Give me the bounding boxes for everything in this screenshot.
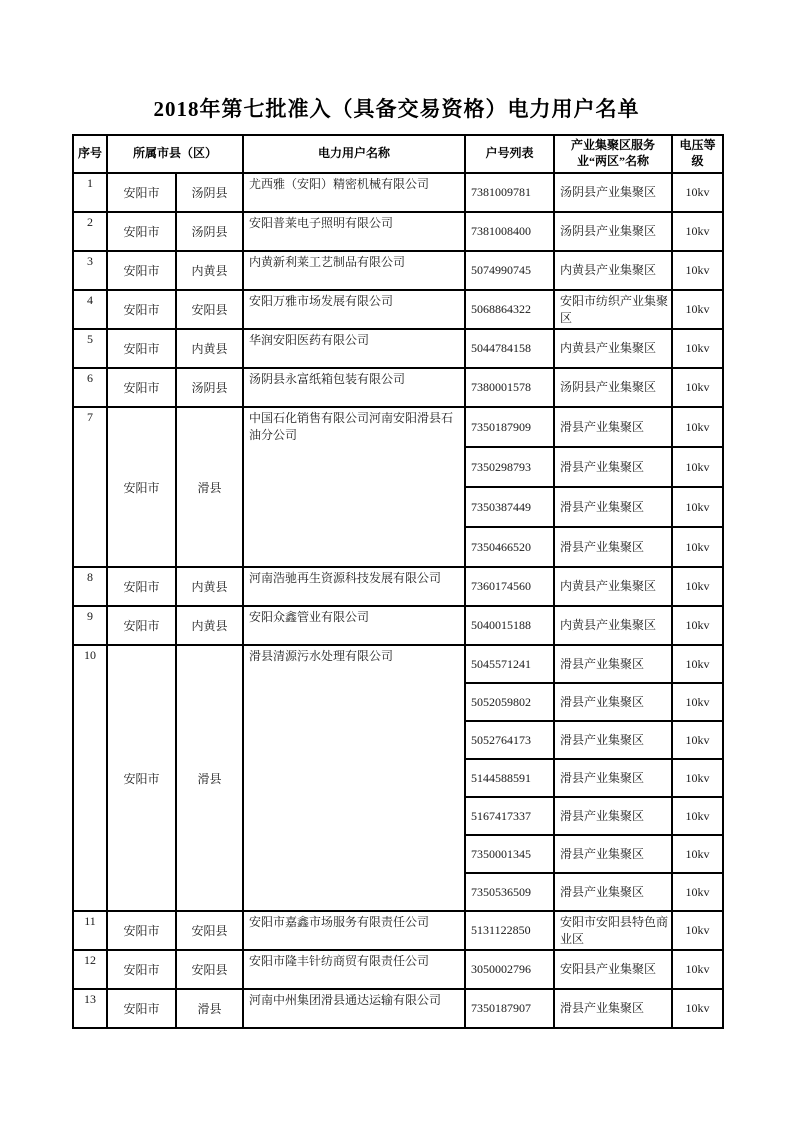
city-cell: 安阳市 bbox=[107, 251, 176, 290]
row-index-cell: 12 bbox=[73, 950, 107, 989]
county-cell: 汤阴县 bbox=[176, 173, 243, 212]
header-company: 电力用户名称 bbox=[243, 135, 465, 173]
zone-name-cell: 滑县产业集聚区 bbox=[554, 683, 672, 721]
company-name-cell: 河南中州集团滑县通达运输有限公司 bbox=[243, 989, 465, 1028]
county-cell: 内黄县 bbox=[176, 329, 243, 368]
city-cell: 安阳市 bbox=[107, 567, 176, 606]
table-row bbox=[73, 251, 723, 290]
account-number-cell: 5167417337 bbox=[465, 797, 554, 835]
city-cell: 安阳市 bbox=[107, 950, 176, 989]
zone-name-cell: 滑县产业集聚区 bbox=[554, 447, 672, 487]
zone-name-cell: 滑县产业集聚区 bbox=[554, 407, 672, 447]
voltage-cell: 10kv bbox=[672, 606, 723, 645]
county-cell: 安阳县 bbox=[176, 911, 243, 950]
zone-name-cell: 汤阴县产业集聚区 bbox=[554, 212, 672, 251]
table-row bbox=[73, 950, 723, 989]
table-row bbox=[73, 407, 723, 447]
voltage-cell: 10kv bbox=[672, 407, 723, 447]
voltage-cell: 10kv bbox=[672, 835, 723, 873]
row-index-cell: 10 bbox=[73, 645, 107, 911]
table-row bbox=[73, 290, 723, 329]
zone-name-cell: 滑县产业集聚区 bbox=[554, 721, 672, 759]
account-number-cell: 5131122850 bbox=[465, 911, 554, 950]
account-number-cell: 7350466520 bbox=[465, 527, 554, 567]
table-row bbox=[73, 329, 723, 368]
company-name-cell: 华润安阳医药有限公司 bbox=[243, 329, 465, 368]
city-cell: 安阳市 bbox=[107, 329, 176, 368]
county-cell: 滑县 bbox=[176, 407, 243, 567]
account-number-cell: 5144588591 bbox=[465, 759, 554, 797]
company-name-cell: 汤阴县永富纸箱包装有限公司 bbox=[243, 368, 465, 407]
company-name-cell: 滑县清源污水处理有限公司 bbox=[243, 645, 465, 911]
account-number-cell: 5052764173 bbox=[465, 721, 554, 759]
voltage-cell: 10kv bbox=[672, 527, 723, 567]
voltage-cell: 10kv bbox=[672, 567, 723, 606]
city-cell: 安阳市 bbox=[107, 368, 176, 407]
company-name-cell: 中国石化销售有限公司河南安阳滑县石油分公司 bbox=[243, 407, 465, 567]
city-cell: 安阳市 bbox=[107, 989, 176, 1028]
account-number-cell: 7350536509 bbox=[465, 873, 554, 911]
zone-name-cell: 内黄县产业集聚区 bbox=[554, 251, 672, 290]
county-cell: 内黄县 bbox=[176, 606, 243, 645]
voltage-cell: 10kv bbox=[672, 989, 723, 1028]
zone-name-cell: 内黄县产业集聚区 bbox=[554, 329, 672, 368]
voltage-cell: 10kv bbox=[672, 950, 723, 989]
voltage-cell: 10kv bbox=[672, 721, 723, 759]
zone-name-cell: 内黄县产业集聚区 bbox=[554, 567, 672, 606]
city-cell: 安阳市 bbox=[107, 290, 176, 329]
county-cell: 滑县 bbox=[176, 645, 243, 911]
city-cell: 安阳市 bbox=[107, 606, 176, 645]
county-cell: 内黄县 bbox=[176, 567, 243, 606]
voltage-cell: 10kv bbox=[672, 873, 723, 911]
voltage-cell: 10kv bbox=[672, 797, 723, 835]
zone-name-cell: 安阳县产业集聚区 bbox=[554, 950, 672, 989]
account-number-cell: 5040015188 bbox=[465, 606, 554, 645]
county-cell: 滑县 bbox=[176, 989, 243, 1028]
account-number-cell: 7381009781 bbox=[465, 173, 554, 212]
zone-name-cell: 汤阴县产业集聚区 bbox=[554, 368, 672, 407]
row-index-cell: 4 bbox=[73, 290, 107, 329]
voltage-cell: 10kv bbox=[672, 251, 723, 290]
page-title: 2018年第七批准入（具备交易资格）电力用户名单 bbox=[153, 97, 640, 121]
row-index-cell: 6 bbox=[73, 368, 107, 407]
county-cell: 汤阴县 bbox=[176, 212, 243, 251]
zone-name-cell: 滑县产业集聚区 bbox=[554, 873, 672, 911]
zone-name-cell: 滑县产业集聚区 bbox=[554, 487, 672, 527]
table-header bbox=[73, 135, 723, 173]
zone-name-cell: 滑县产业集聚区 bbox=[554, 835, 672, 873]
table-row bbox=[73, 212, 723, 251]
account-number-cell: 7350187909 bbox=[465, 407, 554, 447]
city-cell: 安阳市 bbox=[107, 645, 176, 911]
zone-name-cell: 汤阴县产业集聚区 bbox=[554, 173, 672, 212]
company-name-cell: 安阳市嘉鑫市场服务有限责任公司 bbox=[243, 911, 465, 950]
company-name-cell: 内黄新利莱工艺制品有限公司 bbox=[243, 251, 465, 290]
account-number-cell: 7380001578 bbox=[465, 368, 554, 407]
voltage-cell: 10kv bbox=[672, 759, 723, 797]
table-row bbox=[73, 368, 723, 407]
county-cell: 内黄县 bbox=[176, 251, 243, 290]
account-number-cell: 5068864322 bbox=[465, 290, 554, 329]
voltage-cell: 10kv bbox=[672, 290, 723, 329]
county-cell: 安阳县 bbox=[176, 290, 243, 329]
company-name-cell: 安阳万雅市场发展有限公司 bbox=[243, 290, 465, 329]
zone-name-cell: 内黄县产业集聚区 bbox=[554, 606, 672, 645]
voltage-cell: 10kv bbox=[672, 173, 723, 212]
account-number-cell: 3050002796 bbox=[465, 950, 554, 989]
company-name-cell: 尤西雅（安阳）精密机械有限公司 bbox=[243, 173, 465, 212]
header-row bbox=[73, 135, 723, 173]
row-index-cell: 3 bbox=[73, 251, 107, 290]
row-index-cell: 9 bbox=[73, 606, 107, 645]
voltage-cell: 10kv bbox=[672, 683, 723, 721]
zone-name-cell: 滑县产业集聚区 bbox=[554, 645, 672, 683]
voltage-cell: 10kv bbox=[672, 911, 723, 950]
zone-name-cell: 安阳市纺织产业集聚区 bbox=[554, 290, 672, 329]
table-body bbox=[73, 173, 723, 1028]
voltage-cell: 10kv bbox=[672, 447, 723, 487]
voltage-cell: 10kv bbox=[672, 645, 723, 683]
zone-name-cell: 滑县产业集聚区 bbox=[554, 759, 672, 797]
account-number-cell: 7381008400 bbox=[465, 212, 554, 251]
account-number-cell: 7350387449 bbox=[465, 487, 554, 527]
table-row bbox=[73, 911, 723, 950]
account-number-cell: 7350298793 bbox=[465, 447, 554, 487]
city-cell: 安阳市 bbox=[107, 173, 176, 212]
company-name-cell: 安阳市隆丰针纺商贸有限责任公司 bbox=[243, 950, 465, 989]
row-index-cell: 7 bbox=[73, 407, 107, 567]
account-number-cell: 5045571241 bbox=[465, 645, 554, 683]
row-index-cell: 5 bbox=[73, 329, 107, 368]
zone-name-cell: 滑县产业集聚区 bbox=[554, 527, 672, 567]
row-index-cell: 13 bbox=[73, 989, 107, 1028]
table-row bbox=[73, 173, 723, 212]
row-index-cell: 1 bbox=[73, 173, 107, 212]
table-row bbox=[73, 989, 723, 1028]
header-region: 所属市县（区） bbox=[107, 135, 243, 173]
zone-name-cell: 滑县产业集聚区 bbox=[554, 989, 672, 1028]
voltage-cell: 10kv bbox=[672, 368, 723, 407]
city-cell: 安阳市 bbox=[107, 407, 176, 567]
table-row bbox=[73, 567, 723, 606]
row-index-cell: 2 bbox=[73, 212, 107, 251]
header-zone: 产业集聚区服务业“两区”名称 bbox=[554, 135, 672, 173]
county-cell: 汤阴县 bbox=[176, 368, 243, 407]
account-number-cell: 5044784158 bbox=[465, 329, 554, 368]
account-number-cell: 7350001345 bbox=[465, 835, 554, 873]
company-name-cell: 安阳普莱电子照明有限公司 bbox=[243, 212, 465, 251]
zone-name-cell: 安阳市安阳县特色商业区 bbox=[554, 911, 672, 950]
zone-name-cell: 滑县产业集聚区 bbox=[554, 797, 672, 835]
table-row bbox=[73, 645, 723, 683]
header-accounts: 户号列表 bbox=[465, 135, 554, 173]
account-number-cell: 5052059802 bbox=[465, 683, 554, 721]
county-cell: 安阳县 bbox=[176, 950, 243, 989]
header-voltage: 电压等级 bbox=[672, 135, 723, 173]
company-name-cell: 安阳众鑫管业有限公司 bbox=[243, 606, 465, 645]
company-name-cell: 河南浩驰再生资源科技发展有限公司 bbox=[243, 567, 465, 606]
voltage-cell: 10kv bbox=[672, 212, 723, 251]
account-number-cell: 5074990745 bbox=[465, 251, 554, 290]
table-row bbox=[73, 606, 723, 645]
account-number-cell: 7360174560 bbox=[465, 567, 554, 606]
voltage-cell: 10kv bbox=[672, 487, 723, 527]
city-cell: 安阳市 bbox=[107, 212, 176, 251]
header-index: 序号 bbox=[73, 135, 107, 173]
city-cell: 安阳市 bbox=[107, 911, 176, 950]
row-index-cell: 11 bbox=[73, 911, 107, 950]
account-number-cell: 7350187907 bbox=[465, 989, 554, 1028]
voltage-cell: 10kv bbox=[672, 329, 723, 368]
power-users-table bbox=[72, 134, 724, 1029]
row-index-cell: 8 bbox=[73, 567, 107, 606]
